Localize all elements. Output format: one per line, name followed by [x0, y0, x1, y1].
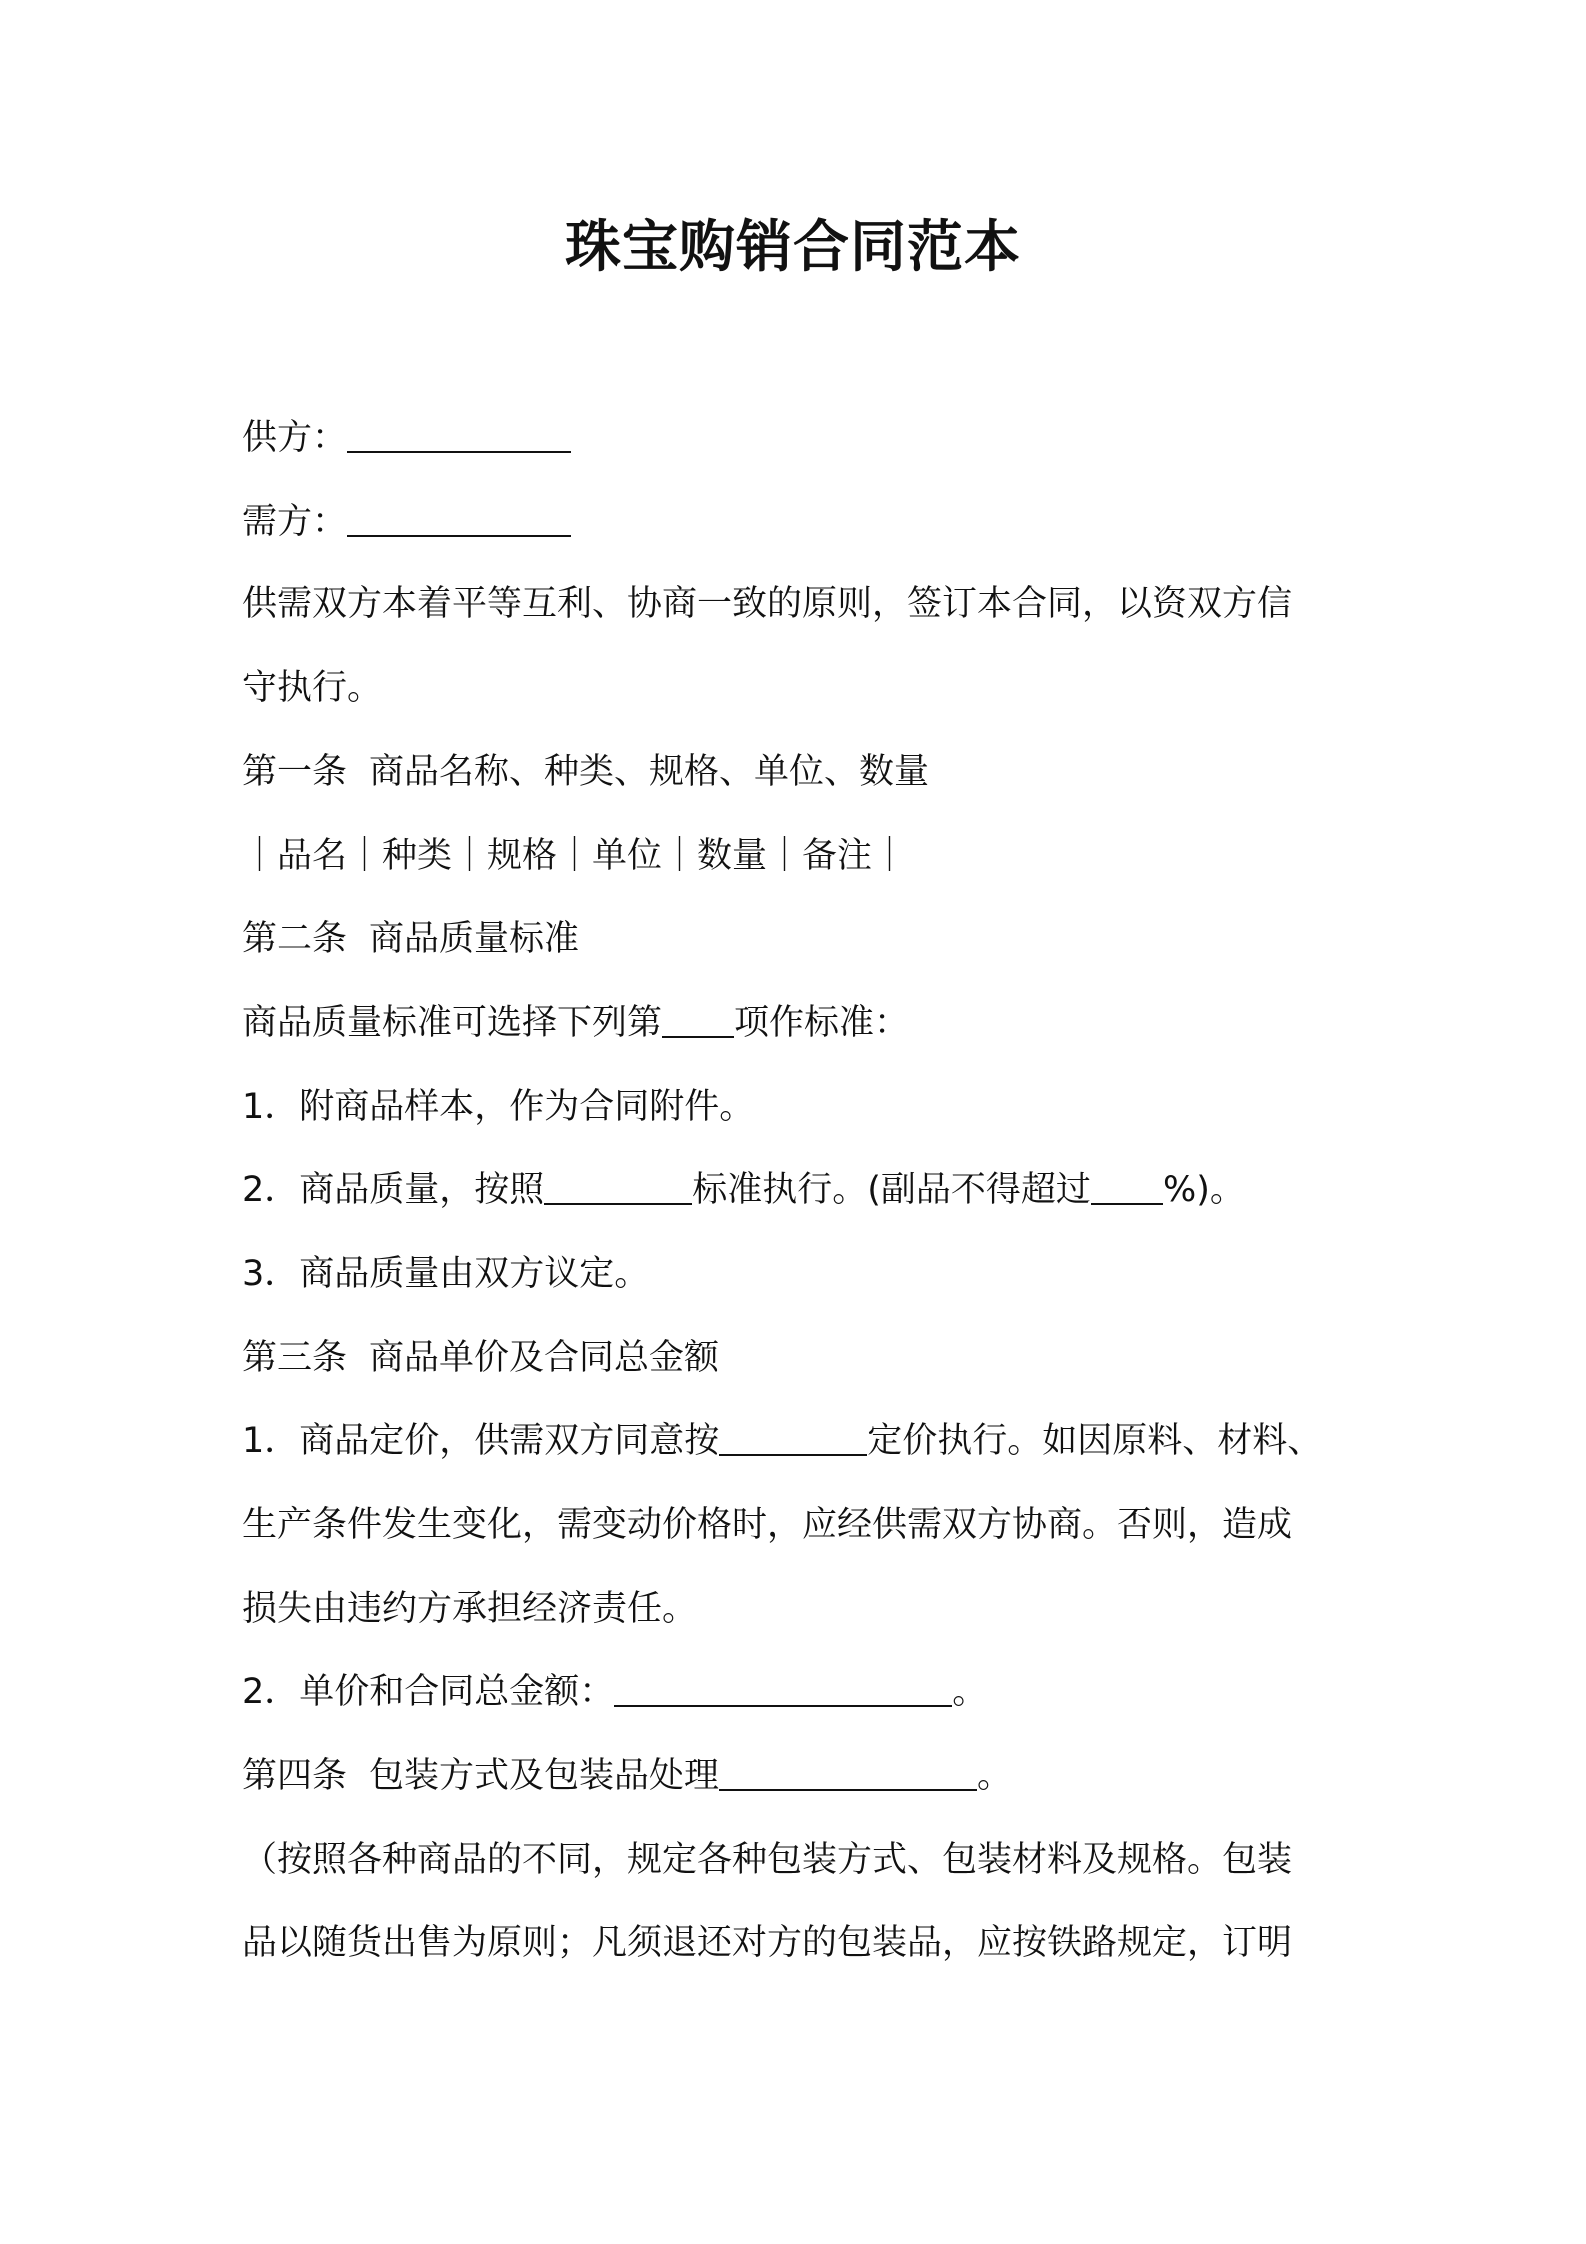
buyer-label: 需方：	[242, 502, 348, 542]
text-segment: %)。	[1162, 1170, 1245, 1210]
packing-line-1: （按照各种商品的不同，规定各种包装方式、包装材料及规格。包装	[242, 1840, 1293, 1880]
document-title: 珠宝购销合同范本	[565, 215, 1021, 280]
table-header-line: ｜品名｜种类｜规格｜单位｜数量｜备注｜	[242, 836, 908, 876]
text-segment: 定价执行。如因原料、材料、	[867, 1421, 1323, 1461]
article-number: 第三条	[242, 1338, 348, 1378]
text-segment: 2．单价和合同总金额：	[242, 1672, 615, 1712]
article-1-heading	[242, 746, 1392, 798]
buyer-line	[242, 496, 1392, 548]
article-title: 商品单价及合同总金额	[369, 1338, 720, 1378]
supplier-line	[242, 412, 1392, 464]
price-item-1-line-3: 损失由违约方承担经济责任。	[242, 1589, 698, 1629]
buyer-blank	[347, 503, 571, 537]
article-number: 第二条	[242, 919, 348, 959]
text-segment: 。	[977, 1756, 1013, 1796]
article-number: 第四条	[242, 1756, 348, 1796]
text-segment: 项作标准：	[734, 1003, 910, 1043]
total-amount-blank	[614, 1673, 952, 1707]
supplier-blank	[347, 419, 571, 453]
standard-blank	[544, 1171, 692, 1205]
text-segment: 2．商品质量，按照	[242, 1170, 545, 1210]
text-segment: 标准执行。(副品不得超过	[692, 1170, 1091, 1210]
article-title: 商品质量标准	[369, 919, 580, 959]
percent-blank	[1091, 1171, 1163, 1205]
article-4-heading	[242, 1750, 1392, 1802]
article-title: 包装方式及包装品处理	[369, 1756, 720, 1796]
packing-line-2: 品以随货出售为原则；凡须退还对方的包装品，应按铁路规定，订明	[242, 1923, 1293, 1963]
article-3-heading	[242, 1332, 1392, 1384]
article-2-heading	[242, 913, 1392, 965]
article-number: 第一条	[242, 752, 348, 792]
price-item-1-line-1	[242, 1415, 1392, 1467]
intro-line-2: 守执行。	[242, 668, 383, 708]
supplier-label: 供方：	[242, 418, 348, 458]
quality-item-1: 1．附商品样本，作为合同附件。	[242, 1087, 755, 1127]
price-item-2	[242, 1666, 1392, 1718]
price-item-1-line-2: 生产条件发生变化，需变动价格时，应经供需双方协商。否则，造成	[242, 1505, 1293, 1545]
text-segment: 商品质量标准可选择下列第	[242, 1003, 663, 1043]
text-segment: 。	[952, 1672, 988, 1712]
quality-item-2	[242, 1164, 1392, 1216]
article-title: 商品名称、种类、规格、单位、数量	[369, 752, 930, 792]
quality-item-3: 3．商品质量由双方议定。	[242, 1254, 650, 1294]
text-segment: 1．商品定价，供需双方同意按	[242, 1421, 720, 1461]
packing-blank	[719, 1757, 977, 1791]
price-blank	[719, 1422, 867, 1456]
item-blank	[662, 1004, 734, 1038]
quality-choose-line	[242, 997, 1392, 1049]
intro-line-1: 供需双方本着平等互利、协商一致的原则，签订本合同，以资双方信	[242, 584, 1293, 624]
